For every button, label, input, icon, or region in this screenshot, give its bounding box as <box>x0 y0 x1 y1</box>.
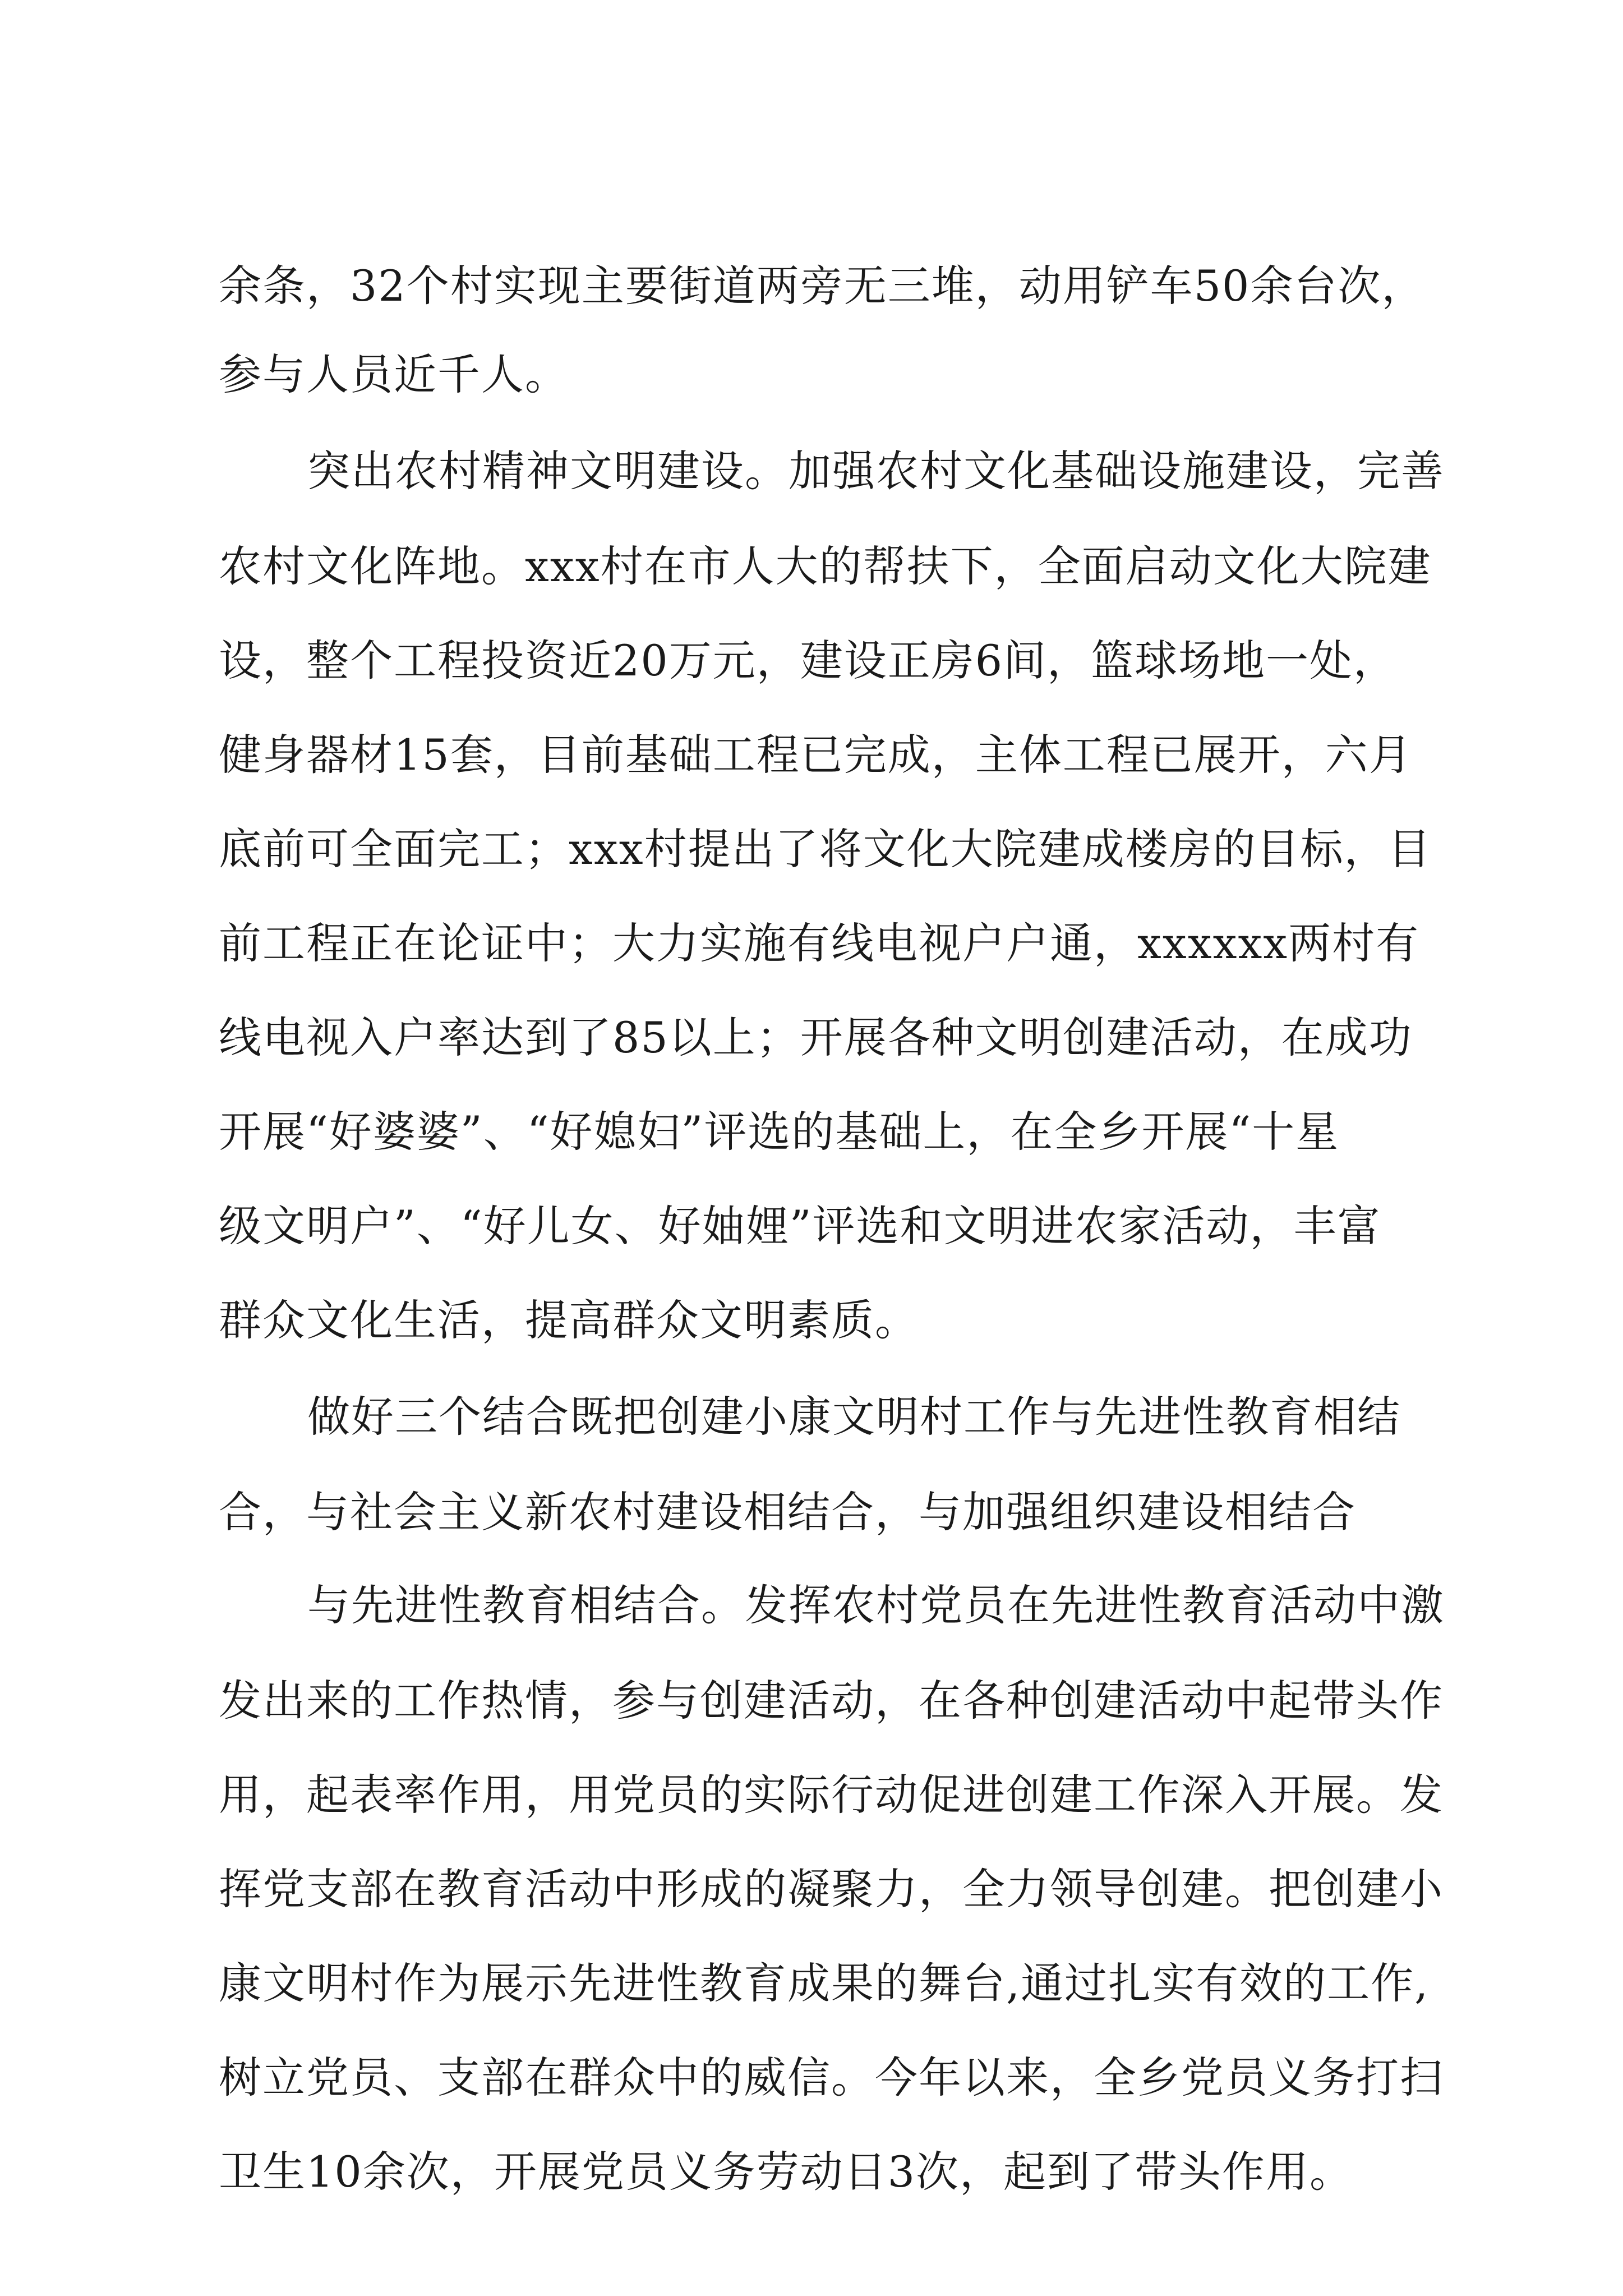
text-line-17: 用，起表率作用，用党员的实际行动促进创建工作深入开展。发 <box>219 1770 1444 1820</box>
text-line-12: 群众文化生活，提高群众文明素质。 <box>219 1295 919 1345</box>
paragraph-start-line: 与先进性教育相结合。发挥农村党员在先进性教育活动中激 <box>307 1580 1445 1630</box>
text-line-4: 农村文化阵地。xxx村在市人大的帮扶下，全面启动文化大院建 <box>219 541 1432 591</box>
text-line-20: 树立党员、支部在群众中的威信。今年以来，全乡党员义务打扫 <box>219 2053 1444 2102</box>
text-line-5: 设，整个工程投资近20万元，建设正房6间，篮球场地一处， <box>219 636 1398 685</box>
text-line-6: 健身器材15套，目前基础工程已完成，主体工程已展开，六月 <box>219 730 1413 780</box>
text-line-11: 级文明户”、“好儿女、好妯娌”评选和文明进农家活动，丰富 <box>219 1201 1381 1251</box>
text-line-14: 合，与社会主义新农村建设相结合，与加强组织建设相结合 <box>219 1487 1356 1537</box>
text-line-21: 卫生10余次，开展党员义务劳动日3次，起到了带头作用。 <box>219 2147 1354 2197</box>
text-line-1: 余条，32个村实现主要街道两旁无三堆，动用铲车50余台次， <box>219 261 1426 311</box>
text-line-2: 参与人员近千人。 <box>219 349 569 399</box>
text-line-16: 发出来的工作热情，参与创建活动，在各种创建活动中起带头作 <box>219 1676 1444 1726</box>
paragraph-start-line: 做好三个结合既把创建小康文明村工作与先进性教育相结 <box>307 1392 1401 1442</box>
text-line-9: 线电视入户率达到了85以上；开展各种文明创建活动，在成功 <box>219 1013 1413 1062</box>
text-line-7: 底前可全面完工；xxx村提出了将文化大院建成楼房的目标，目 <box>219 824 1432 874</box>
text-line-8: 前工程正在论证中；大力实施有线电视户户通，xxxxxx两村有 <box>219 918 1420 968</box>
text-line-19: 康文明村作为展示先进性教育成果的舞台,通过扎实有效的工作, <box>219 1958 1430 2008</box>
text-line-18: 挥党支部在教育活动中形成的凝聚力，全力领导创建。把创建小 <box>219 1864 1444 1914</box>
text-line-10: 开展“好婆婆”、“好媳妇”评选的基础上，在全乡开展“十星 <box>219 1107 1340 1157</box>
paragraph-start-line: 突出农村精神文明建设。加强农村文化基础设施建设，完善 <box>307 446 1445 496</box>
